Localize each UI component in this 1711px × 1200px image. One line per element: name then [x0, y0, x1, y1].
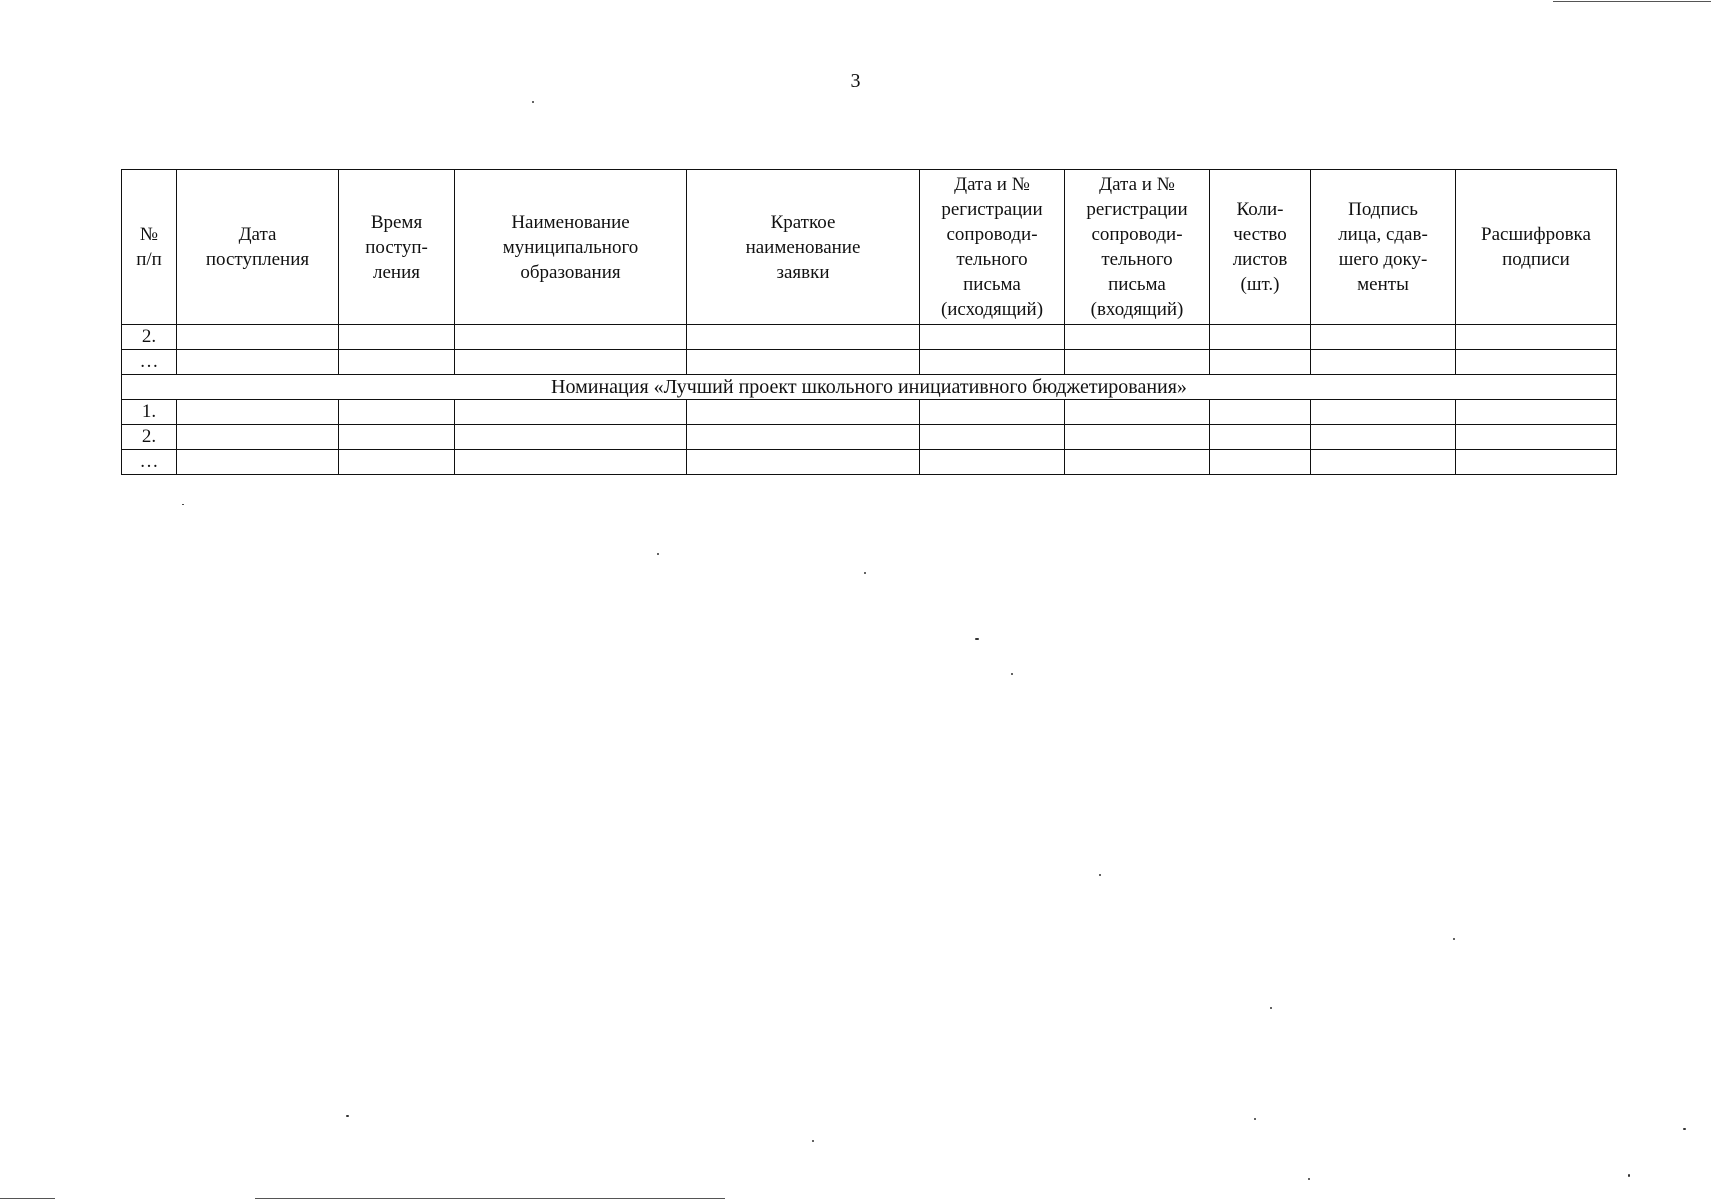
table-cell	[1210, 450, 1311, 475]
table-cell	[1456, 350, 1617, 375]
scan-speck	[864, 572, 866, 574]
table-cell	[687, 425, 920, 450]
scan-speck	[1453, 938, 1455, 940]
table-cell	[455, 450, 687, 475]
table-cell	[177, 400, 339, 425]
table-cell	[455, 400, 687, 425]
table-cell	[920, 400, 1065, 425]
scan-speck	[812, 1140, 814, 1142]
scan-speck	[1628, 1174, 1630, 1177]
section-title: Номинация «Лучший проект школьного инициативного бюджетирования»	[122, 375, 1617, 400]
table-cell	[1456, 425, 1617, 450]
table-row	[122, 325, 1617, 350]
table-cell	[339, 425, 455, 450]
table-cell	[177, 325, 339, 350]
scan-speck	[1099, 874, 1101, 876]
table-row	[122, 400, 1617, 425]
table-cell	[1210, 425, 1311, 450]
table-cell	[455, 425, 687, 450]
table-cell	[1065, 400, 1210, 425]
scan-speck	[1254, 1118, 1256, 1120]
table-cell	[339, 350, 455, 375]
table-cell	[177, 450, 339, 475]
row-number-cell: 1.	[122, 400, 177, 425]
header-outgoing-letter-registration: Дата и № регистрации сопроводи- тельного письма (исходящий)	[920, 170, 1065, 325]
table-cell	[687, 325, 920, 350]
scan-speck	[1683, 1128, 1686, 1130]
table-cell	[339, 325, 455, 350]
scan-edge-line	[255, 1198, 725, 1199]
table-cell	[1210, 325, 1311, 350]
header-number: № п/п	[122, 170, 177, 325]
table-cell	[1311, 400, 1456, 425]
table-cell	[687, 400, 920, 425]
table-cell	[1456, 325, 1617, 350]
header-application-short-name: Краткое наименование заявки	[687, 170, 920, 325]
scan-speck	[346, 1115, 349, 1117]
table-cell	[920, 325, 1065, 350]
table-cell	[339, 400, 455, 425]
scan-speck	[182, 504, 184, 505]
table-cell	[177, 425, 339, 450]
table-cell	[1311, 325, 1456, 350]
scan-edge-line	[1553, 1, 1711, 2]
table-row	[122, 350, 1617, 375]
table-cell	[1456, 400, 1617, 425]
table-cell	[1456, 450, 1617, 475]
table-header-row	[122, 170, 1617, 325]
table-cell	[339, 450, 455, 475]
row-number-cell: 2.	[122, 425, 177, 450]
header-receipt-time: Время поступ- ления	[339, 170, 455, 325]
header-signature-transcript: Расшифровка подписи	[1456, 170, 1617, 325]
scan-speck	[657, 553, 659, 555]
table-cell	[1065, 450, 1210, 475]
scan-speck	[975, 638, 979, 640]
table-cell	[920, 350, 1065, 375]
header-submitter-signature: Подпись лица, сдав- шего доку- менты	[1311, 170, 1456, 325]
table-cell	[687, 350, 920, 375]
row-number-cell: 2.	[122, 325, 177, 350]
table-cell	[1210, 400, 1311, 425]
scan-speck	[1308, 1178, 1310, 1180]
table-cell	[1065, 425, 1210, 450]
scan-speck	[1270, 1007, 1272, 1009]
table-cell	[687, 450, 920, 475]
table-cell	[455, 350, 687, 375]
table-cell	[1311, 450, 1456, 475]
table-row	[122, 425, 1617, 450]
table-cell	[1311, 350, 1456, 375]
header-receipt-date: Дата поступления	[177, 170, 339, 325]
applications-register-table	[121, 169, 1617, 475]
table-cell	[455, 325, 687, 350]
scan-speck	[1011, 673, 1013, 675]
header-incoming-letter-registration: Дата и № регистрации сопроводи- тельного письма (входящий)	[1065, 170, 1210, 325]
row-number-cell: …	[122, 350, 177, 375]
header-sheet-count: Коли- чество листов (шт.)	[1210, 170, 1311, 325]
table-cell	[1311, 425, 1456, 450]
header-municipality-name: Наименование муниципального образования	[455, 170, 687, 325]
page-number: 3	[850, 70, 861, 92]
table-cell	[177, 350, 339, 375]
table-cell	[1065, 325, 1210, 350]
scan-edge-line	[0, 1198, 55, 1199]
row-number-cell: …	[122, 450, 177, 475]
table-cell	[920, 425, 1065, 450]
table-cell	[1210, 350, 1311, 375]
table-row	[122, 450, 1617, 475]
table-cell	[1065, 350, 1210, 375]
table-cell	[920, 450, 1065, 475]
section-row	[122, 375, 1617, 400]
scan-speck	[532, 101, 534, 103]
